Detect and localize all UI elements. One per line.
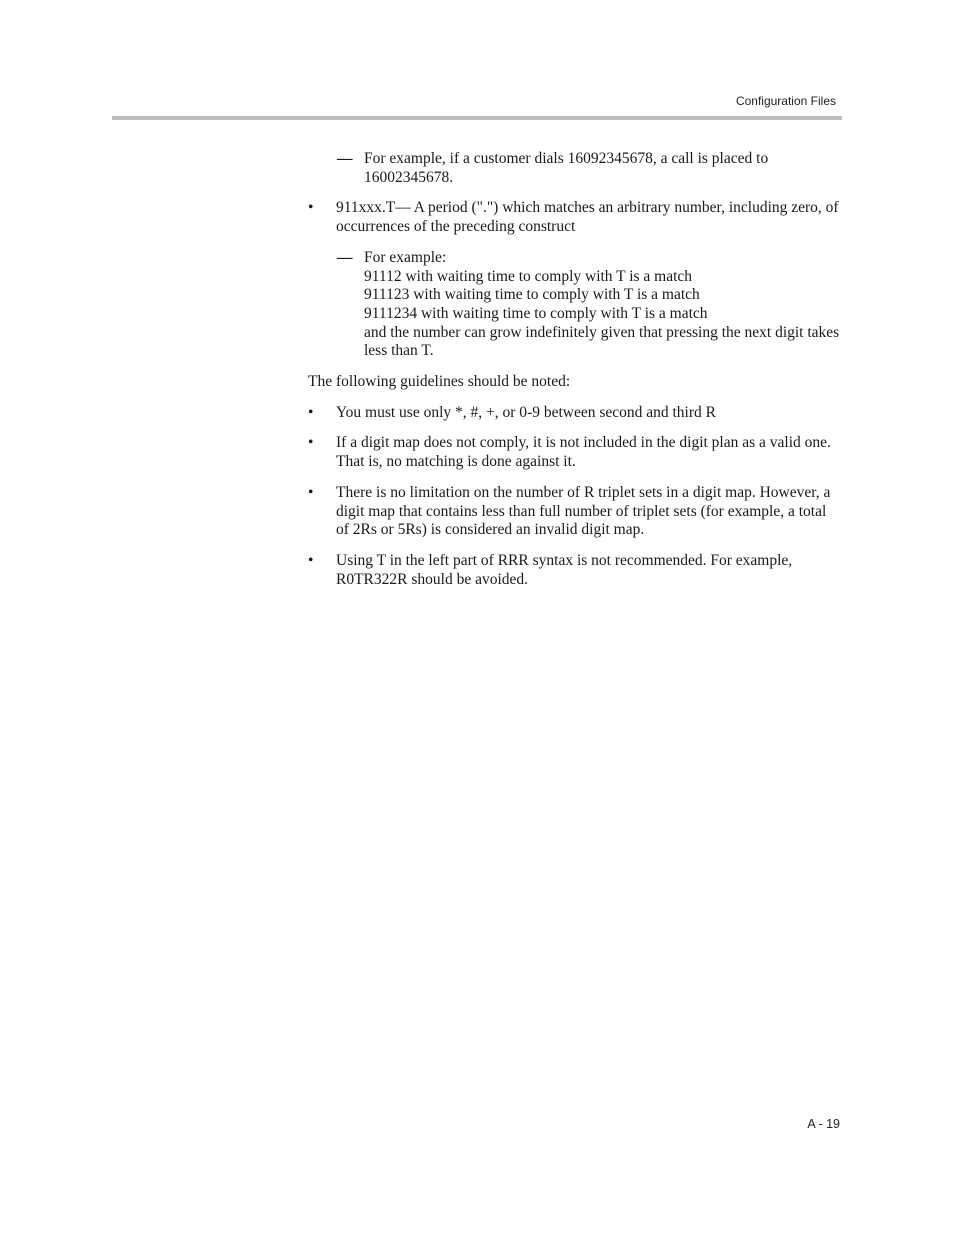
guideline-item (308, 404, 842, 423)
guideline-text: If a digit map does not comply, it is not included in the digit plan as a valid one. That is, no matching is done against it. (336, 434, 831, 471)
guideline-text: Using T in the left part of RRR syntax is not recommended. For example, R0TR322R should be avoided. (336, 551, 793, 588)
bullet-marker: • (308, 199, 314, 217)
dash-marker: — (337, 150, 353, 167)
header-title: Configuration Files (735, 94, 836, 108)
example-subitem-dial (308, 150, 842, 187)
guideline-item (308, 434, 842, 471)
bullet-marker: • (308, 403, 314, 421)
bullet-item-period (308, 199, 842, 236)
page-body (308, 150, 842, 601)
bullet-marker: • (308, 483, 314, 501)
guidelines-intro: The following guidelines should be noted: (308, 373, 571, 391)
example-subitem-period (308, 249, 842, 361)
bullet-text: 911xxx.T— A period (".") which matches an arbitrary number, including zero, of occurrences of the preceding construct (336, 199, 839, 236)
example-line: 91112 with waiting time to comply with T is a match (364, 267, 693, 285)
guideline-item (308, 552, 842, 589)
example-line: For example: (364, 248, 447, 266)
guideline-item (308, 484, 842, 540)
page-number: A - 19 (807, 1117, 840, 1131)
bullet-marker: • (308, 551, 314, 569)
dash-marker: — (337, 248, 353, 266)
header-rule (112, 116, 842, 120)
guideline-text: There is no limitation on the number of R triplet sets in a digit map. However, a digit map that contains less than full number of triplet sets (for example, a total of 2Rs or 5Rs) is considered an invalid digit map. (336, 483, 831, 539)
example-line: 9111234 with waiting time to comply with T is a match (364, 304, 708, 322)
example-line: 911123 with waiting time to comply with T is a match (364, 286, 700, 304)
guideline-text: You must use only *, #, +, or 0-9 between second and third R (336, 403, 716, 421)
bullet-marker: • (308, 434, 314, 452)
example-line: and the number can grow indefinitely given that pressing the next digit takes less than T. (364, 323, 840, 360)
subitem-text: For example, if a customer dials 16092345678, a call is placed to 16002345678. (364, 150, 769, 186)
